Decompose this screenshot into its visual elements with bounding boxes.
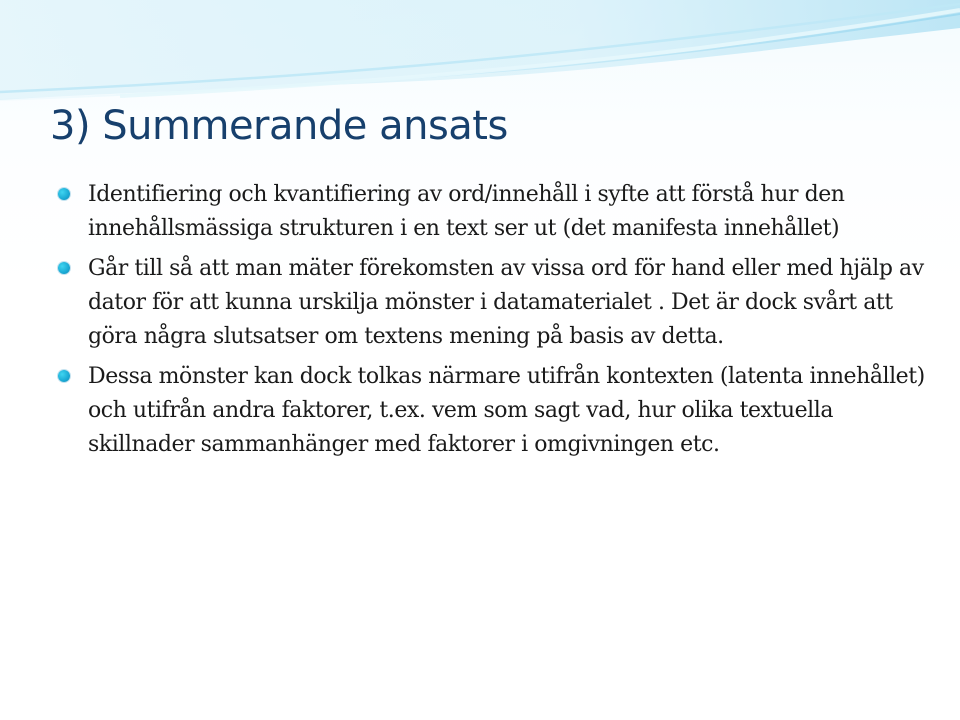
bullet-item [88, 360, 928, 462]
bullet-dot-icon [58, 262, 70, 274]
bullet-text: Går till så att man mäter förekomsten av vissa ord för hand eller med hjälp av dator för att kunna urskilja mönster i datamaterialet . Det är dock svårt att göra några slutsatser om textens mening på basis av detta. [88, 256, 924, 349]
slide-title: 3) Summerande ansats [50, 103, 508, 149]
bullet-item [88, 252, 928, 354]
bullet-item [88, 178, 928, 246]
bullet-text: Dessa mönster kan dock tolkas närmare utifrån kontexten (latenta innehållet) och utifrån andra faktorer, t.ex. vem som sagt vad, hur olika textuella skillnader sammanhänger med faktorer i omgivningen etc. [88, 364, 925, 457]
bullet-dot-icon [58, 188, 70, 200]
bullet-dot-icon [58, 370, 70, 382]
bullet-list [88, 178, 928, 468]
bullet-text: Identifiering och kvantifiering av ord/innehåll i syfte att förstå hur den innehållsmässiga strukturen i en text ser ut (det manifesta innehållet) [88, 182, 845, 241]
